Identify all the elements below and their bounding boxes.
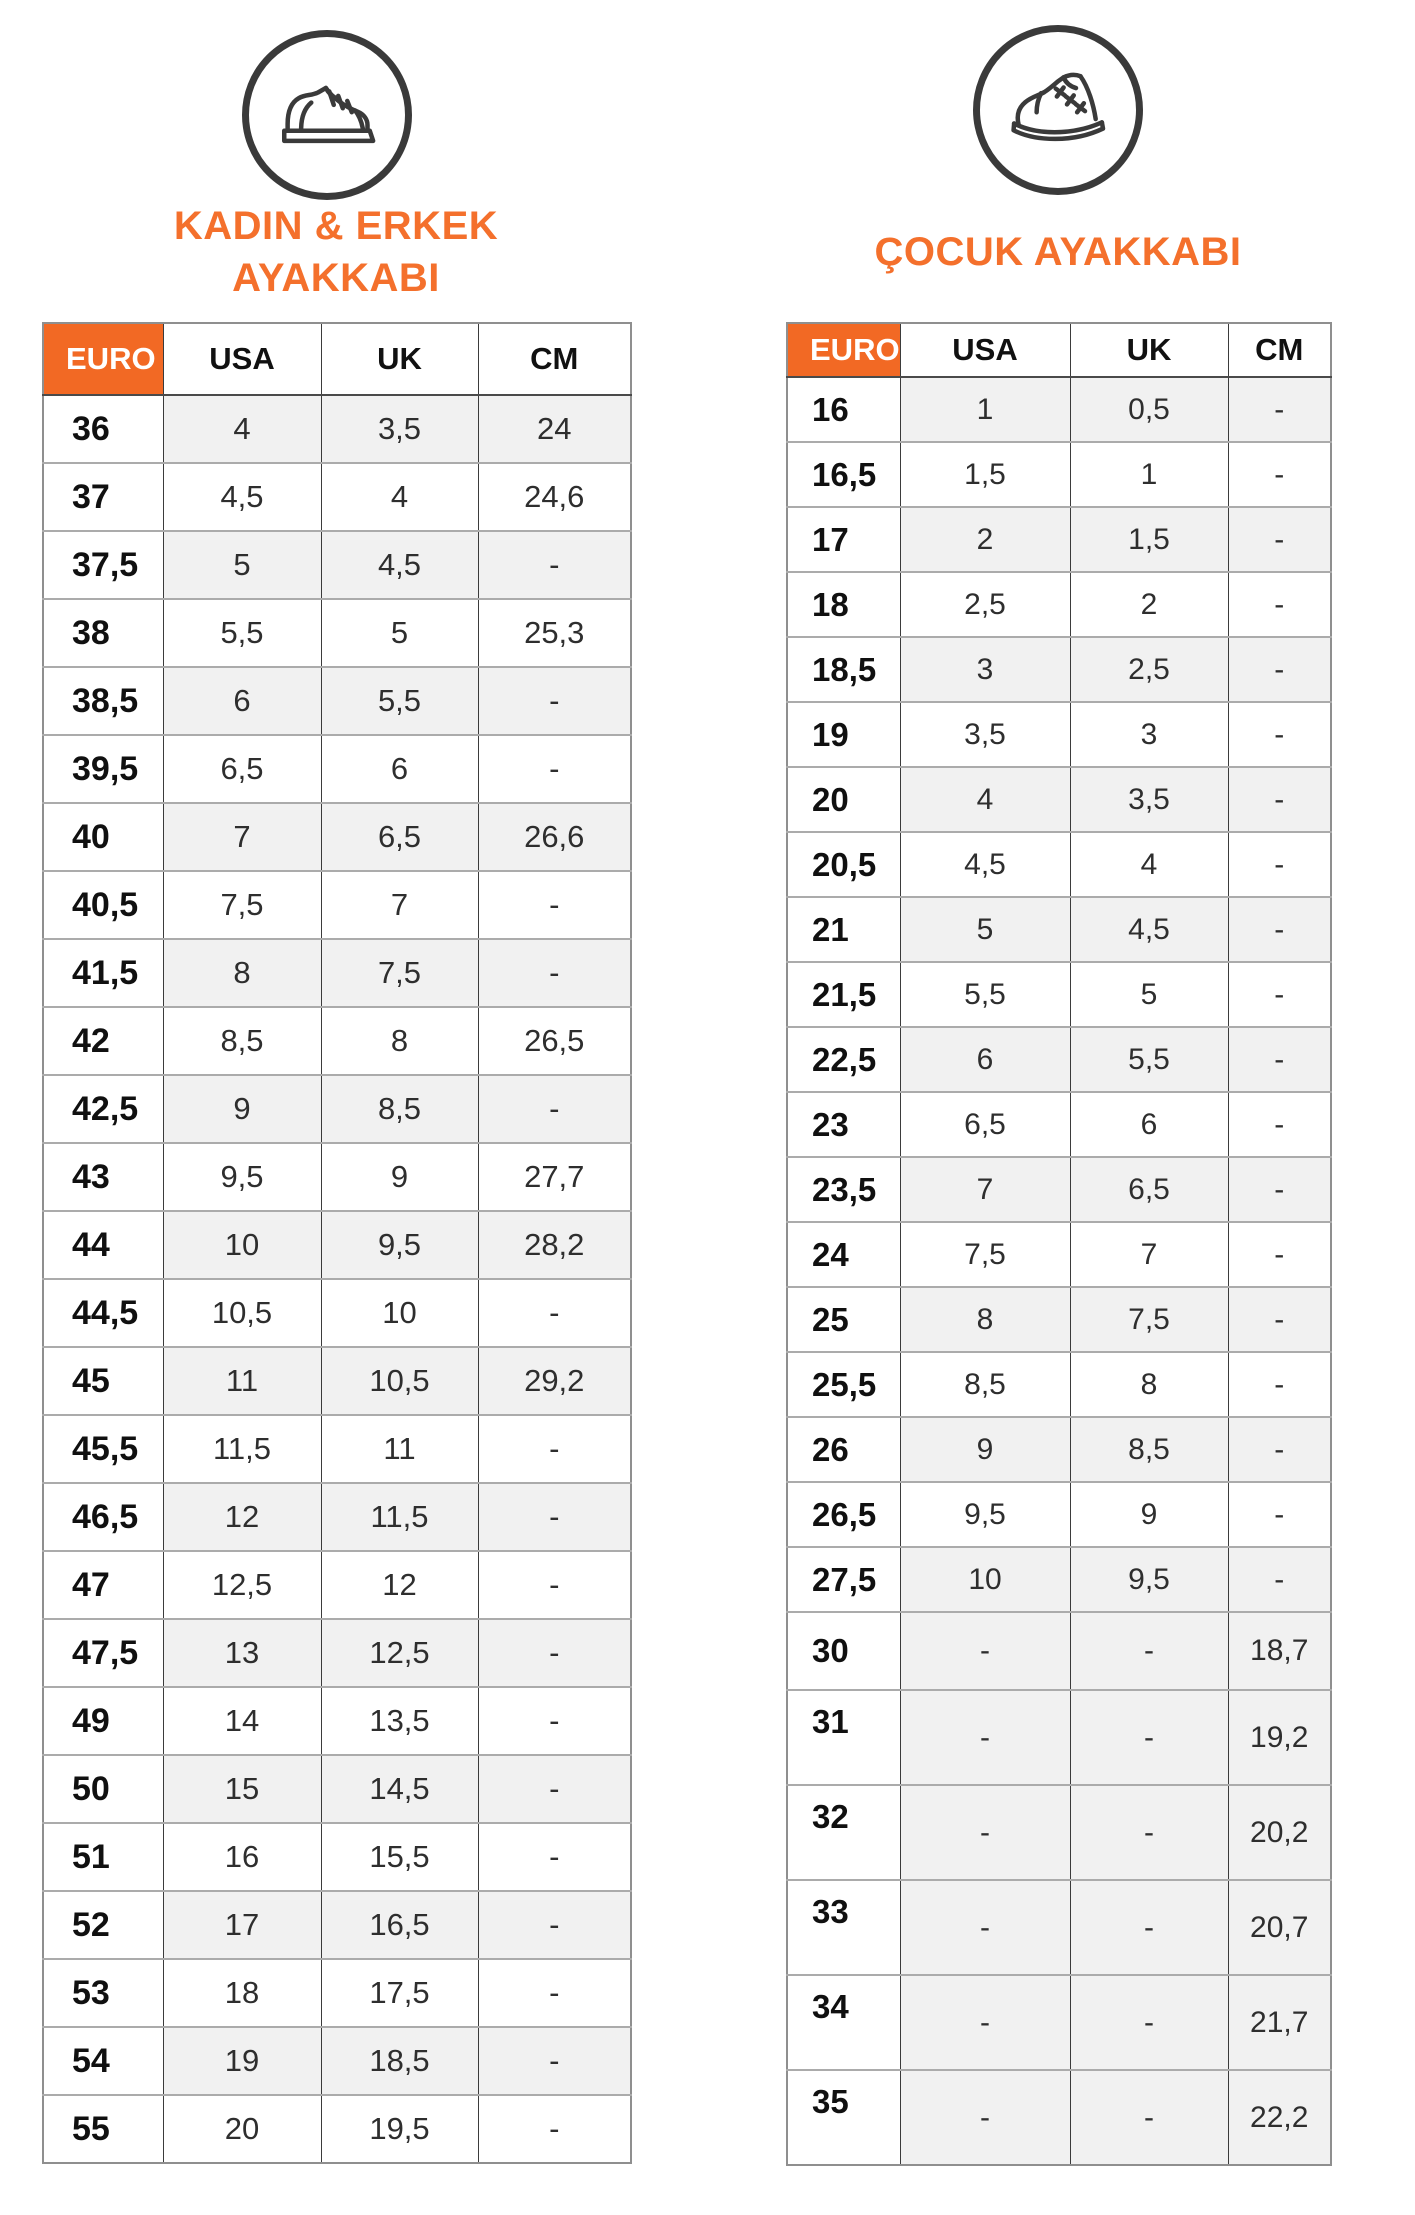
table-row [787,767,1331,832]
table-row [43,599,631,667]
uk-cell: 5 [1070,962,1228,1027]
adult-table-header-row [43,323,631,395]
table-row [787,637,1331,702]
uk-cell: 2,5 [1070,637,1228,702]
table-row [43,939,631,1007]
table-row [787,507,1331,572]
uk-cell: 11 [321,1415,478,1483]
cm-cell: 21,7 [1228,1975,1331,2070]
cm-cell: - [478,871,631,939]
uk-cell: 12 [321,1551,478,1619]
euro-cell: 20 [787,767,900,832]
uk-cell: 5,5 [1070,1027,1228,1092]
kids-shoe-badge [973,25,1143,195]
uk-cell: - [1070,1975,1228,2070]
usa-cell: 6,5 [900,1092,1070,1157]
cm-cell: - [478,531,631,599]
euro-cell: 38,5 [43,667,163,735]
euro-cell: 37 [43,463,163,531]
uk-cell: 6 [1070,1092,1228,1157]
cm-cell: - [478,1075,631,1143]
euro-cell: 45 [43,1347,163,1415]
table-row [43,531,631,599]
table-row [43,1619,631,1687]
uk-cell: 4,5 [1070,897,1228,962]
usa-cell: 11 [163,1347,321,1415]
euro-cell: 34 [787,1975,900,2070]
table-row [43,1687,631,1755]
usa-cell: 6 [900,1027,1070,1092]
cm-cell: - [478,1551,631,1619]
cm-cell: - [478,1687,631,1755]
table-row [787,1612,1331,1690]
euro-cell: 40 [43,803,163,871]
cm-cell: - [478,1279,631,1347]
euro-cell: 27,5 [787,1547,900,1612]
euro-cell: 47,5 [43,1619,163,1687]
usa-cell: 16 [163,1823,321,1891]
usa-cell: 4,5 [900,832,1070,897]
euro-cell: 20,5 [787,832,900,897]
table-row [43,667,631,735]
usa-cell: 15 [163,1755,321,1823]
high-top-sneaker-icon [1004,56,1112,164]
euro-cell: 55 [43,2095,163,2163]
euro-cell: 51 [43,1823,163,1891]
table-row [43,1959,631,2027]
usa-cell: 20 [163,2095,321,2163]
cm-cell: - [478,1483,631,1551]
usa-cell: - [900,1880,1070,1975]
uk-cell: 7,5 [1070,1287,1228,1352]
euro-cell: 25 [787,1287,900,1352]
euro-cell: 40,5 [43,871,163,939]
euro-cell: 22,5 [787,1027,900,1092]
table-row [43,2027,631,2095]
euro-cell: 47 [43,1551,163,1619]
cm-cell: - [478,735,631,803]
uk-cell: - [1070,1690,1228,1785]
uk-cell: 5,5 [321,667,478,735]
uk-cell: 1,5 [1070,507,1228,572]
usa-cell: 7 [900,1157,1070,1222]
table-row [43,1347,631,1415]
usa-cell: 9,5 [163,1143,321,1211]
table-row [787,1157,1331,1222]
cm-cell: 28,2 [478,1211,631,1279]
uk-cell: 10 [321,1279,478,1347]
usa-cell: - [900,2070,1070,2165]
table-row [787,1975,1331,2070]
column-header: UK [1070,323,1228,377]
cm-cell: - [478,1415,631,1483]
usa-cell: 3,5 [900,702,1070,767]
euro-cell: 26 [787,1417,900,1482]
euro-cell: 19 [787,702,900,767]
table-row [43,735,631,803]
euro-column-header: EURO [43,323,163,395]
table-row [787,2070,1331,2165]
uk-cell: 12,5 [321,1619,478,1687]
uk-cell: 4 [1070,832,1228,897]
table-row [787,442,1331,507]
uk-cell: 7 [1070,1222,1228,1287]
euro-cell: 36 [43,395,163,463]
table-row [787,1027,1331,1092]
euro-cell: 49 [43,1687,163,1755]
column-header: CM [478,323,631,395]
uk-cell: - [1070,2070,1228,2165]
table-row [787,1482,1331,1547]
cm-cell: - [1228,1287,1331,1352]
usa-cell: - [900,1690,1070,1785]
kids-size-table [786,322,1332,2166]
adult-shoe-badge [242,30,412,200]
usa-cell: 3 [900,637,1070,702]
cm-cell: - [478,667,631,735]
uk-cell: 9 [1070,1482,1228,1547]
euro-cell: 17 [787,507,900,572]
uk-cell: 8,5 [1070,1417,1228,1482]
euro-cell: 21 [787,897,900,962]
usa-cell: 2 [900,507,1070,572]
cm-cell: - [1228,1482,1331,1547]
uk-cell: 6,5 [321,803,478,871]
euro-cell: 42 [43,1007,163,1075]
usa-cell: 7,5 [900,1222,1070,1287]
euro-cell: 31 [787,1690,900,1785]
table-row [787,1880,1331,1975]
usa-cell: 8,5 [163,1007,321,1075]
table-row [787,1547,1331,1612]
table-row [787,1092,1331,1157]
euro-cell: 53 [43,1959,163,2027]
euro-cell: 23 [787,1092,900,1157]
table-row [43,463,631,531]
uk-cell: 17,5 [321,1959,478,2027]
cm-cell: 18,7 [1228,1612,1331,1690]
uk-cell: 4,5 [321,531,478,599]
usa-cell: 9 [900,1417,1070,1482]
table-row [787,962,1331,1027]
cm-cell: 22,2 [1228,2070,1331,2165]
usa-cell: 5 [163,531,321,599]
column-header: USA [900,323,1070,377]
table-row [787,897,1331,962]
usa-cell: 4 [900,767,1070,832]
table-row [787,702,1331,767]
usa-cell: 1,5 [900,442,1070,507]
table-row [787,1222,1331,1287]
cm-cell: - [1228,1157,1331,1222]
cm-cell: 26,6 [478,803,631,871]
table-row [43,1755,631,1823]
table-row [43,1551,631,1619]
usa-cell: 12 [163,1483,321,1551]
usa-cell: 5,5 [900,962,1070,1027]
cm-cell: - [478,1959,631,2027]
uk-cell: 4 [321,463,478,531]
cm-cell: - [478,1619,631,1687]
cm-cell: 27,7 [478,1143,631,1211]
table-row [43,1143,631,1211]
table-row [787,572,1331,637]
kids-table-header-row [787,323,1331,377]
kids-section-title [786,226,1330,278]
usa-cell: 19 [163,2027,321,2095]
euro-cell: 46,5 [43,1483,163,1551]
usa-cell: 7,5 [163,871,321,939]
usa-cell: 11,5 [163,1415,321,1483]
adult-title-line1: KADIN & ERKEK [173,204,499,248]
euro-cell: 39,5 [43,735,163,803]
uk-cell: 1 [1070,442,1228,507]
cm-cell: 19,2 [1228,1690,1331,1785]
euro-cell: 35 [787,2070,900,2165]
cm-cell: - [1228,637,1331,702]
cm-cell: 20,2 [1228,1785,1331,1880]
euro-cell: 37,5 [43,531,163,599]
uk-cell: 6,5 [1070,1157,1228,1222]
uk-cell: 8 [1070,1352,1228,1417]
table-row [43,1823,631,1891]
cm-cell: - [1228,1417,1331,1482]
euro-cell: 42,5 [43,1075,163,1143]
uk-cell: 11,5 [321,1483,478,1551]
uk-cell: 2 [1070,572,1228,637]
uk-cell: 9,5 [321,1211,478,1279]
cm-cell: - [478,2027,631,2095]
usa-cell: 14 [163,1687,321,1755]
usa-cell: - [900,1975,1070,2070]
cm-cell: - [478,1823,631,1891]
usa-cell: 2,5 [900,572,1070,637]
uk-cell: 13,5 [321,1687,478,1755]
usa-cell: 13 [163,1619,321,1687]
euro-cell: 41,5 [43,939,163,1007]
uk-cell: 7,5 [321,939,478,1007]
uk-cell: 3,5 [321,395,478,463]
table-row [787,1417,1331,1482]
uk-cell: 10,5 [321,1347,478,1415]
euro-cell: 25,5 [787,1352,900,1417]
usa-cell: 9,5 [900,1482,1070,1547]
euro-cell: 54 [43,2027,163,2095]
uk-cell: 14,5 [321,1755,478,1823]
cm-cell: - [1228,962,1331,1027]
table-row [787,377,1331,442]
cm-cell: 26,5 [478,1007,631,1075]
table-row [43,1279,631,1347]
uk-cell: 9,5 [1070,1547,1228,1612]
cm-cell: - [1228,1027,1331,1092]
cm-cell: 24 [478,395,631,463]
usa-cell: 8 [163,939,321,1007]
euro-cell: 44,5 [43,1279,163,1347]
euro-cell: 24 [787,1222,900,1287]
uk-cell: 3,5 [1070,767,1228,832]
adult-section-title [42,200,630,304]
table-row [43,1415,631,1483]
uk-cell: 7 [321,871,478,939]
uk-cell: 3 [1070,702,1228,767]
table-row [43,1483,631,1551]
cm-cell: - [1228,1092,1331,1157]
cm-cell: - [478,1891,631,1959]
table-row [43,1891,631,1959]
table-row [43,871,631,939]
uk-cell: - [1070,1880,1228,1975]
cm-cell: 25,3 [478,599,631,667]
cm-cell: - [478,2095,631,2163]
table-row [787,1690,1331,1785]
usa-cell: 12,5 [163,1551,321,1619]
column-header: USA [163,323,321,395]
cm-cell: - [1228,442,1331,507]
cm-cell: 24,6 [478,463,631,531]
usa-cell: 8 [900,1287,1070,1352]
usa-cell: 1 [900,377,1070,442]
uk-cell: 19,5 [321,2095,478,2163]
usa-cell: 10 [900,1547,1070,1612]
euro-column-header: EURO [787,323,900,377]
cm-cell: - [1228,1547,1331,1612]
table-row [787,1785,1331,1880]
table-row [43,1211,631,1279]
uk-cell: 9 [321,1143,478,1211]
cm-cell: - [1228,702,1331,767]
usa-cell: 6,5 [163,735,321,803]
kids-title-line: ÇOCUK AYAKKABI [874,230,1242,274]
cm-cell: - [1228,767,1331,832]
euro-cell: 50 [43,1755,163,1823]
uk-cell: 18,5 [321,2027,478,2095]
table-row [43,1007,631,1075]
adult-title-line2: AYAKKABI [232,256,440,300]
table-row [43,803,631,871]
uk-cell: 8 [321,1007,478,1075]
low-top-sneaker-icon [273,61,381,169]
table-row [787,1287,1331,1352]
usa-cell: 10,5 [163,1279,321,1347]
uk-cell: 8,5 [321,1075,478,1143]
cm-cell: - [1228,1352,1331,1417]
usa-cell: 10 [163,1211,321,1279]
column-header: UK [321,323,478,395]
euro-cell: 21,5 [787,962,900,1027]
uk-cell: - [1070,1785,1228,1880]
usa-cell: - [900,1785,1070,1880]
cm-cell: 29,2 [478,1347,631,1415]
cm-cell: - [1228,832,1331,897]
uk-cell: - [1070,1612,1228,1690]
usa-cell: 5,5 [163,599,321,667]
cm-cell: - [478,1755,631,1823]
table-row [43,2095,631,2163]
euro-cell: 18 [787,572,900,637]
cm-cell: - [1228,572,1331,637]
table-row [43,395,631,463]
euro-cell: 33 [787,1880,900,1975]
uk-cell: 0,5 [1070,377,1228,442]
usa-cell: 5 [900,897,1070,962]
cm-cell: - [1228,507,1331,572]
table-row [787,832,1331,897]
euro-cell: 52 [43,1891,163,1959]
euro-cell: 30 [787,1612,900,1690]
euro-cell: 26,5 [787,1482,900,1547]
usa-cell: 17 [163,1891,321,1959]
uk-cell: 6 [321,735,478,803]
cm-cell: - [1228,1222,1331,1287]
euro-cell: 43 [43,1143,163,1211]
usa-cell: 18 [163,1959,321,2027]
cm-cell: - [1228,897,1331,962]
usa-cell: 4 [163,395,321,463]
usa-cell: 4,5 [163,463,321,531]
column-header: CM [1228,323,1331,377]
euro-cell: 18,5 [787,637,900,702]
uk-cell: 5 [321,599,478,667]
usa-cell: 7 [163,803,321,871]
euro-cell: 16 [787,377,900,442]
uk-cell: 16,5 [321,1891,478,1959]
euro-cell: 32 [787,1785,900,1880]
table-row [787,1352,1331,1417]
usa-cell: 9 [163,1075,321,1143]
euro-cell: 45,5 [43,1415,163,1483]
euro-cell: 16,5 [787,442,900,507]
uk-cell: 15,5 [321,1823,478,1891]
cm-cell: - [1228,377,1331,442]
euro-cell: 23,5 [787,1157,900,1222]
usa-cell: - [900,1612,1070,1690]
adult-size-table [42,322,632,2164]
usa-cell: 8,5 [900,1352,1070,1417]
usa-cell: 6 [163,667,321,735]
euro-cell: 38 [43,599,163,667]
cm-cell: - [478,939,631,1007]
euro-cell: 44 [43,1211,163,1279]
cm-cell: 20,7 [1228,1880,1331,1975]
table-row [43,1075,631,1143]
